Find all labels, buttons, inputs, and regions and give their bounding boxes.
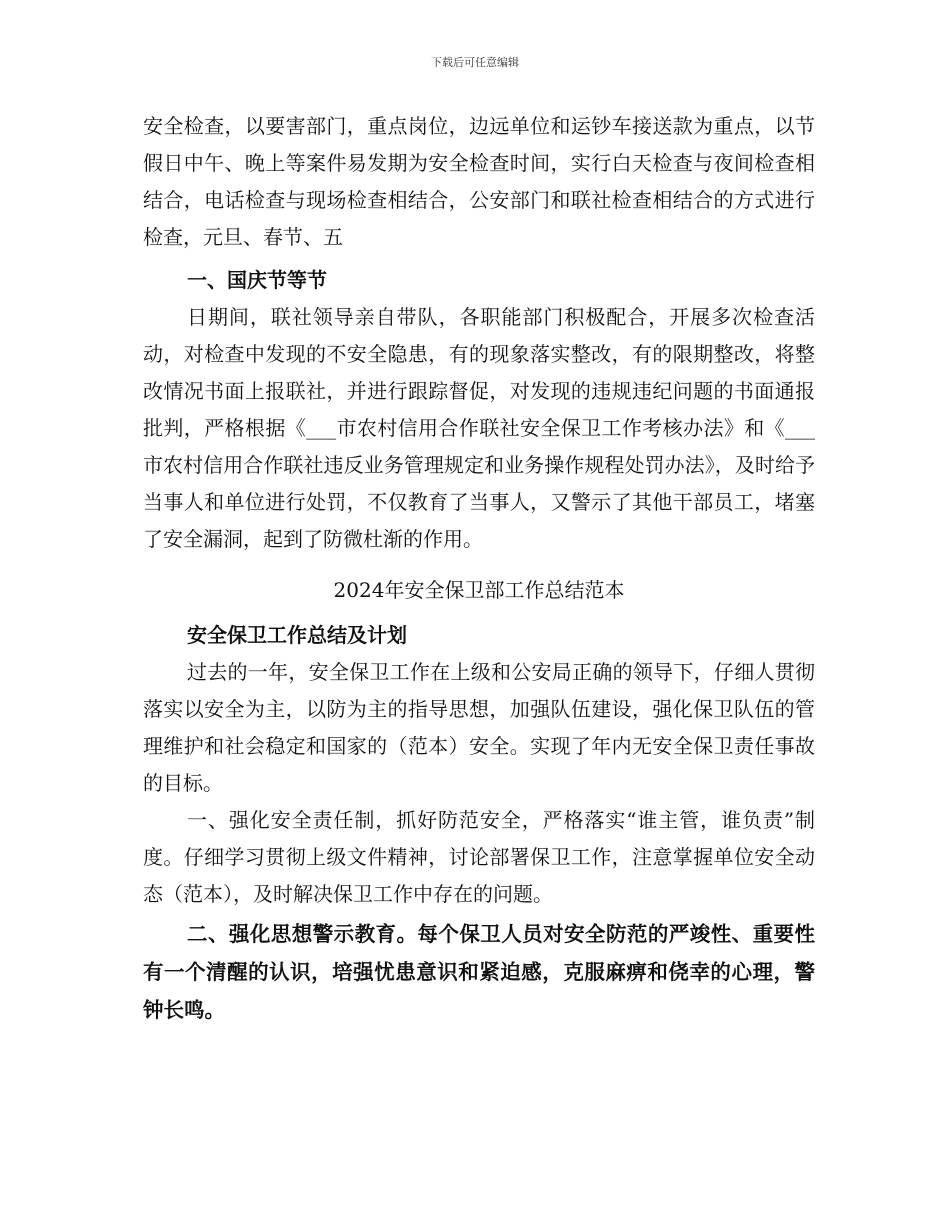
document-title: 2024年安全保卫部工作总结范本 — [333, 578, 625, 602]
paragraph-past-year: 过去的一年，安全保卫工作在上级和公安局正确的领导下，仔细人贯彻落实以安全为主，以防为主的指导思想，加强队伍建设，强化保卫队伍的管理维护和社会稳定和国家的（范本）安全。实现了年内无安全保卫责任事故的目标。 — [143, 660, 815, 795]
page-header: 下载后可任意编辑 — [431, 56, 519, 69]
document-subtitle: 安全保卫工作总结及计划 — [187, 623, 407, 647]
paragraph-holiday-inspection: 日期间，联社领导亲自带队，各职能部门积极配合，开展多次检查活动，对检查中发现的不安全隐患，有的现象落实整改，有的限期整改，将整改情况书面上报联社，并进行跟踪督促，对发现的违规违纪问题的书面通报批判，严格根据《___市农村信用合作联社安全保卫工作考核办法》和《___市农村信用合作联社违反业务管理规定和业务操作规程处罚办法》，及时给予当事人和单位进行处罚，不仅教育了当事人，又警示了其他干部员工，堵塞了安全漏洞，起到了防微杜渐的作用。 — [143, 305, 815, 551]
paragraph-warning-education: 二、强化思想警示教育。每个保卫人员对安全防范的严竣性、重要性有一个清醒的认识，培强忧患意识和紧迫感，克服麻痹和侥幸的心理，警钟长鸣。 — [143, 922, 815, 1022]
paragraph-safety-inspection: 安全检查，以要害部门，重点岗位，边远单位和运钞车接送款为重点，以节假日中午、晚上等案件易发期为安全检查时间，实行白天检查与夜间检查相结合，电话检查与现场检查相结合，公安部门和联社检查相结合的方式进行检查，元旦、春节、五 — [143, 114, 815, 249]
section-heading-national-day: 一、国庆节等节 — [187, 268, 327, 292]
paragraph-responsibility-system: 一、强化安全责任制，抓好防范安全，严格落实“谁主管，谁负责”制度。仔细学习贯彻上级文件精神，讨论部署保卫工作，注意掌握单位安全动态（范本），及时解决保卫工作中存在的问题。 — [143, 808, 815, 906]
document-body — [143, 108, 815, 1029]
